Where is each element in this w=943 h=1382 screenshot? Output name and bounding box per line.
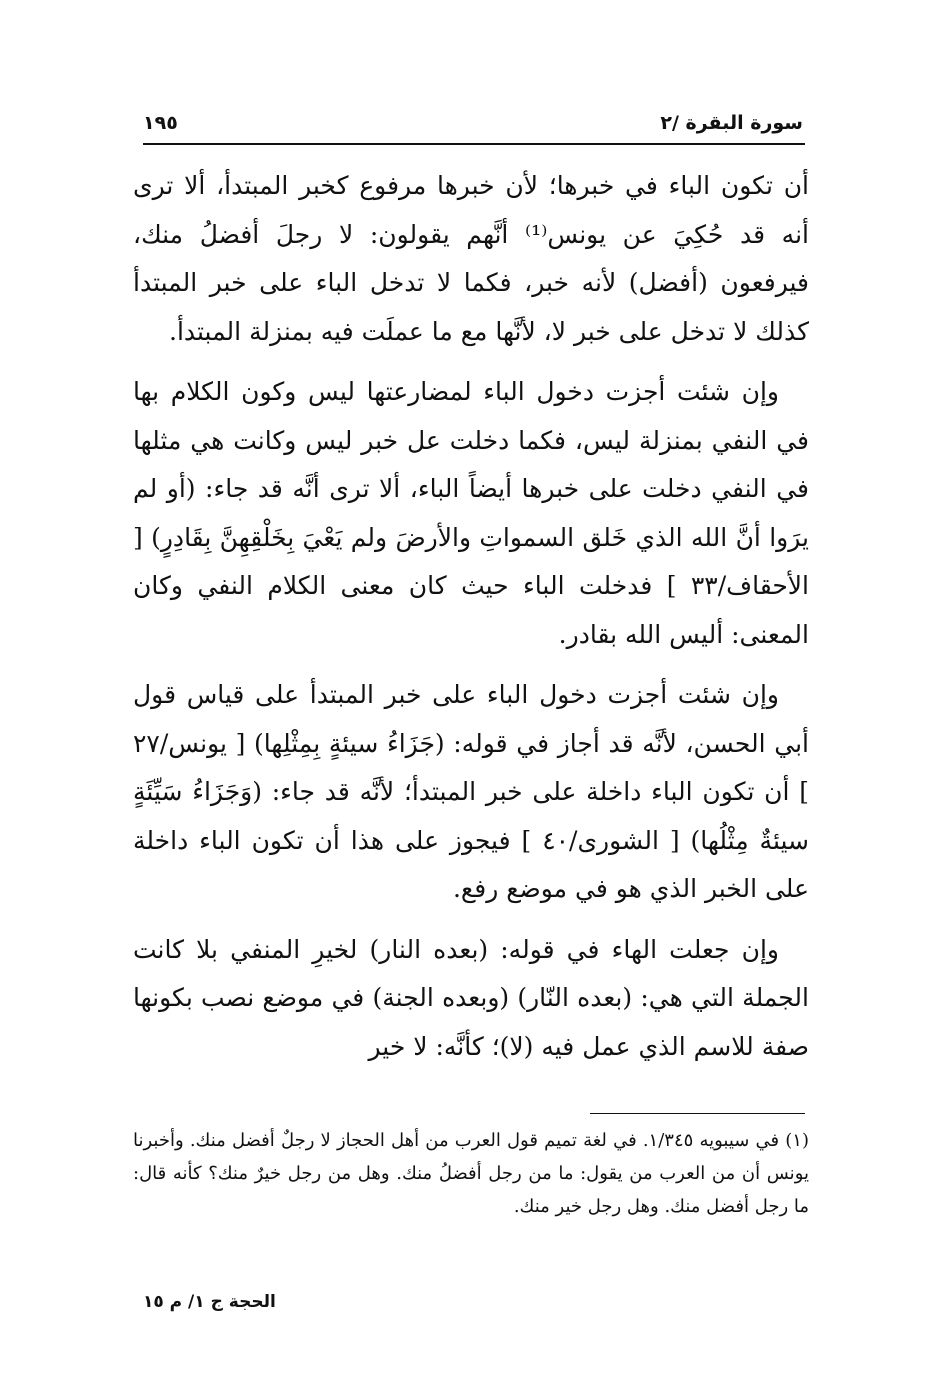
running-header xyxy=(143,112,803,144)
paragraph: أن تكون الباء في خبرها؛ لأن خبرها مرفوع كخبر المبتدأ، ألا ترى أنه قد حُكِيَ عن يونس⁽¹⁾ أنَّهم يقولون: لا رجلَ أفضلُ منك، فيرفعون (أفضل) لأنه خبر، فكما لا تدخل الباء على خبر المبتدأ كذلك لا تدخل على خبر لا، لأنَّها مع ما عملَت فيه بمنزلة المبتدأ. xyxy=(133,171,809,346)
header-title: سورة البقرة /٢ xyxy=(660,112,803,134)
main-text xyxy=(133,162,809,1083)
paragraph: وإن شئت أجزت دخول الباء على خبر المبتدأ على قياس قول أبي الحسن، لأنَّه قد أجاز في قوله: (جَزَاءُ سيئةٍ بِمِثْلِها) [ يونس/٢٧ ] أن تكون الباء داخلة على خبر المبتدأ؛ لأنَّه قد جاء: (وَجَزَاءُ سَيِّئَةٍ سيئةٌ مِثْلُها) [ الشورى/٤٠ ] فيجوز على هذا أن تكون الباء داخلة على الخبر الذي هو في موضع رفع. xyxy=(133,680,809,903)
footnote-text: (١) في سيبويه ١/٣٤٥. في لغة تميم قول العرب من أهل الحجاز لا رجلٌ أفضل منك. وأخبرنا يونس أن من العرب من يقول: ما من رجل أفضلُ منك. وهل من رجل خيرٌ منك؟ كأنه قال: ما رجل أفضل منك. وهل رجل خير منك. xyxy=(133,1130,809,1217)
paragraph: وإن جعلت الهاء في قوله: (بعده النار) لخيرِ المنفي بلا كانت الجملة التي هي: (بعده النّار) (وبعده الجنة) في موضع نصب بكونها صفة للاسم الذي عمل فيه (لا)؛ كأنَّه: لا خير xyxy=(133,934,809,1061)
printer-signature: الحجة ج ١/ م ١٥ xyxy=(143,1292,276,1312)
paragraph: وإن شئت أجزت دخول الباء لمضارعتها ليس وكون الكلام بها في النفي بمنزلة ليس، فكما دخلت عل خبر ليس وكانت هي مثلها في النفي دخلت على خبرها أيضاً الباء، ألا ترى أنَّه قد جاء: (أو لم يرَوا أنَّ الله الذي خَلق السمواتِ والأرضَ ولم يَعْيَ بِخَلْقِهِنَّ بِقَادِرٍ) [ الأحقاف/٣٣ ] فدخلت الباء حيث كان معنى الكلام النفي وكان المعنى: أليس الله بقادر. xyxy=(133,377,809,649)
header-divider xyxy=(143,143,805,145)
page-number: ١٩٥ xyxy=(143,112,178,134)
footnote-divider xyxy=(590,1113,805,1114)
footnote xyxy=(133,1124,809,1223)
